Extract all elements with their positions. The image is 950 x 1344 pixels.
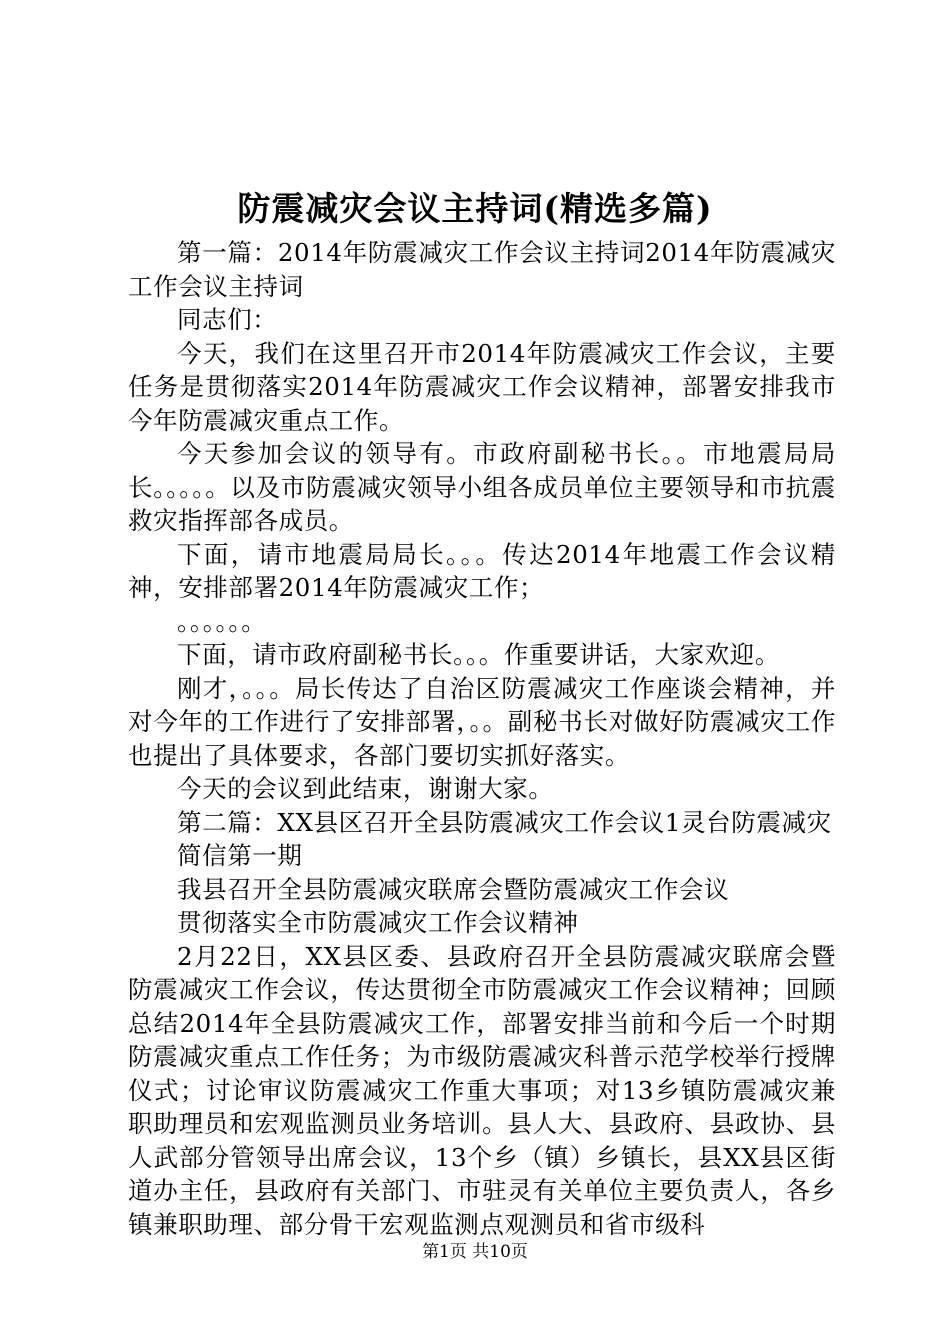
document-title: 防震减灾会议主持词(精选多篇) (237, 189, 713, 228)
paragraph-10: 第二篇：XX县区召开全县防震减灾工作会议1灵台防震减灾 (177, 807, 832, 837)
paragraph-8: 刚才，。。。局长传达了自治区防震减灾工作座谈会精神，并对今年的工作进行了安排部署，。。副秘书长对做好防震减灾工作也提出了具体要求，各部门要切实抓好落实。 (128, 673, 836, 770)
paragraph-4: 今天参加会议的领导有。市政府副秘书长。。市地震局局长。。。。。以及市防震减灾领导小组各成员单位主要领导和市抗震救灾指挥部各成员。 (128, 439, 836, 535)
paragraph-6: 。。。。。。 (177, 606, 267, 636)
paragraph-7: 下面，请市政府副秘书长。。。作重要讲话，大家欢迎。 (177, 640, 780, 669)
paragraph-13: 贯彻落实全市防震减灾工作会议精神 (177, 908, 579, 937)
document-body (128, 236, 836, 1241)
paragraph-12: 我县召开全县防震减灾联席会暨防震减灾工作会议 (177, 874, 730, 904)
paragraph-1: 第一篇：2014年防震减灾工作会议主持词2014年防震减灾工作会议主持词 (128, 238, 836, 301)
paragraph-9: 今天的会议到此结束，谢谢大家。 (177, 774, 554, 803)
paragraph-3: 今天，我们在这里召开市2014年防震减灾工作会议，主要任务是贯彻落实2014年防震减灾工作会议精神，部署安排我市今年防震减灾重点工作。 (128, 338, 836, 435)
paragraph-11: 简信第一期 (177, 841, 303, 870)
paragraph-14: 2月22日，XX县区委、县政府召开全县防震减灾联席会暨防震减灾工作会议，传达贯彻全市防震减灾工作会议精神；回顾总结2014年全县防震减灾工作，部署安排当前和今后一个时期防震减灾重点工作任务；为市级防震减灾科普示范学校举行授牌仪式；讨论审议防震减灾工作重大事项；对13乡镇防震减灾兼职助理员和宏观监测员业务培训。县人大、县政府、县政协、县人武部分管领导出席会议，13个乡（镇）乡镇长，县XX县区街道办主任，县政府有关部门、市驻灵有关单位主要负责人，各乡镇兼职助理、部分骨干宏观监测点观测员和省市级科 (128, 941, 836, 1239)
page-footer: 第1页 共10页 (422, 1242, 528, 1262)
paragraph-5: 下面，请市地震局局长。。。传达2014年地震工作会议精神，安排部署2014年防震减灾工作； (128, 539, 836, 602)
paragraph-2: 同志们： (177, 305, 278, 334)
